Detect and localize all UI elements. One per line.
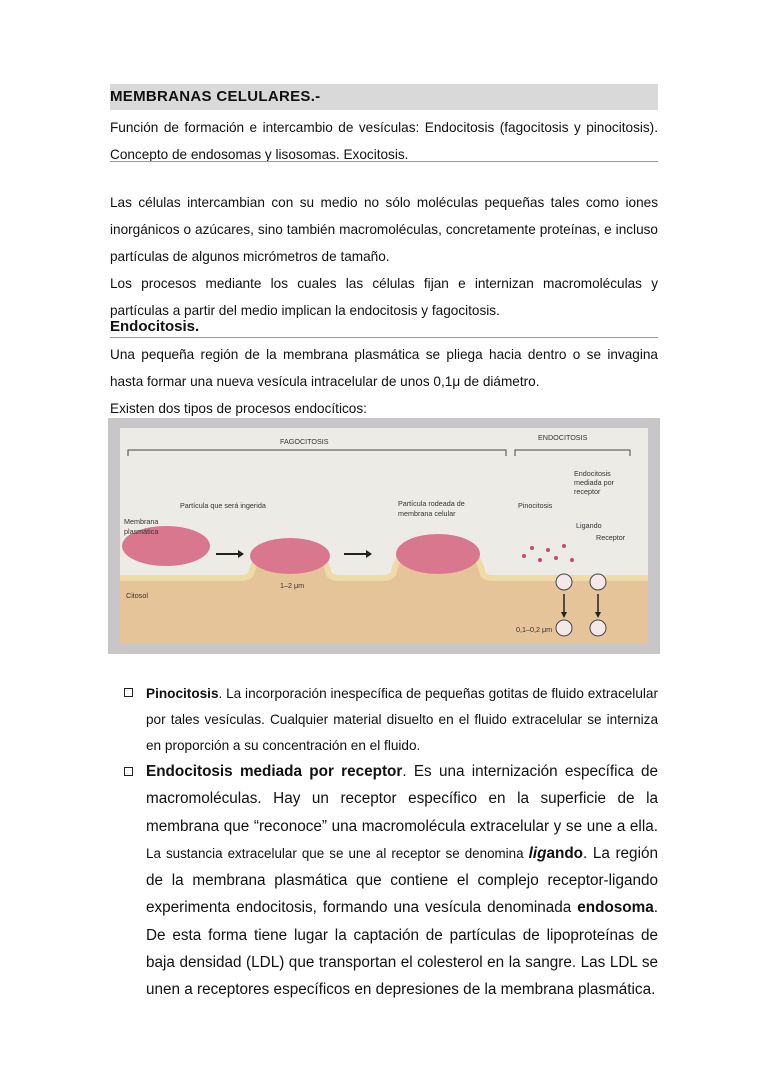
endocytosis-diagram	[120, 428, 648, 644]
bullet-marker	[124, 767, 133, 776]
fig-label-size-phago: 1–2 μm	[280, 581, 305, 590]
bullet-pinocitosis	[146, 681, 658, 759]
term-endocitosis-receptor: Endocitosis mediada por receptor	[146, 763, 403, 780]
term-endosoma: endosoma	[577, 899, 654, 917]
endocytosis-figure	[108, 418, 660, 654]
fig-label-mediada-1: Endocitosis	[574, 469, 611, 478]
intro-paragraph-1: Las células intercambian con su medio no sólo moléculas pequeñas tales como iones inorgánicos o azúcares, sino también macromoléculas, concretamente proteínas, e incluso partículas de algunos micrómetros de tamaño.	[110, 195, 658, 264]
subtitle: Función de formación e intercambio de vesículas: Endocitosis (fagocitosis y pinocitosis). Concepto de endosomas y lisosomas. Exocitosis.	[110, 120, 658, 162]
fig-label-mediada-2: mediada por	[574, 478, 614, 487]
fig-label-fagocitosis: FAGOCITOSIS	[280, 437, 329, 446]
bullet-endocitosis-receptor	[146, 758, 658, 1004]
fig-label-pinocitosis: Pinocitosis	[518, 501, 553, 510]
rme-text-3: . De esta forma tiene lugar la captación de partículas de lipoproteínas de baja densidad (LDL) que transportan el colesterol en la sangre. Las LDL se unen a receptores específicos en depresiones de la membrana plasmática.	[146, 899, 658, 999]
intro-paragraph-2: Los procesos mediante los cuales las células fijan e internizan macromoléculas y partículas a partir del medio implican la endocitosis y fagocitosis.	[110, 276, 658, 318]
rme-text-1: . Es una internización específica de macromoléculas. Hay un receptor específico en la superficie de la membrana que “reconoce” una macromolécula extracelular y se une a ella.	[146, 763, 658, 835]
rme-text-2: . La región de la membrana plasmática que contiene el complejo receptor-ligando experimenta endocitosis, formando una vesícula denominada	[146, 844, 658, 917]
pinocitosis-text: . La incorporación inespecífica de pequeñas gotitas de fluido extracelular por tales vesículas. Cualquier material disuelto en el fluido extracelular se interniza en proporción a su concentración en el fluido.	[146, 686, 658, 753]
fig-label-citosol: Citosol	[126, 591, 148, 600]
term-lig: lig	[528, 844, 547, 862]
subtitle-rule	[110, 161, 658, 162]
fig-label-mediada-3: receptor	[574, 487, 601, 496]
fig-label-receptor: Receptor	[596, 533, 626, 542]
fig-label-endocitosis: ENDOCITOSIS	[538, 433, 588, 442]
endocitosis-heading: Endocitosis.	[110, 318, 200, 335]
fig-label-membrana-1: Membrana	[124, 517, 159, 526]
document-title: MEMBRANAS CELULARES.-	[110, 88, 321, 105]
fig-label-ligando: Ligando	[576, 521, 602, 530]
fig-label-rodeada-2: membrana celular	[398, 509, 456, 518]
rme-small-text: La sustancia extracelular que se une al receptor se denomina	[146, 845, 529, 861]
endocitosis-rule	[110, 337, 658, 338]
fig-label-membrana-2: plasmática	[124, 527, 159, 536]
bullet-marker	[124, 688, 133, 697]
fig-label-rodeada-1: Partícula rodeada de	[398, 499, 465, 508]
fig-label-size-endo: 0,1–0,2 μm	[516, 625, 553, 634]
term-pinocitosis: Pinocitosis	[146, 686, 219, 701]
term-ando: ando	[546, 844, 584, 862]
fig-label-particula: Partícula que será ingerida	[180, 501, 266, 510]
endocitosis-paragraph-2: Existen dos tipos de procesos endocíticos:	[110, 401, 367, 416]
endocitosis-paragraph-1: Una pequeña región de la membrana plasmática se pliega hacia dentro o se invagina hasta formar una nueva vesícula intracelular de unos 0,1μ de diámetro.	[110, 347, 658, 389]
